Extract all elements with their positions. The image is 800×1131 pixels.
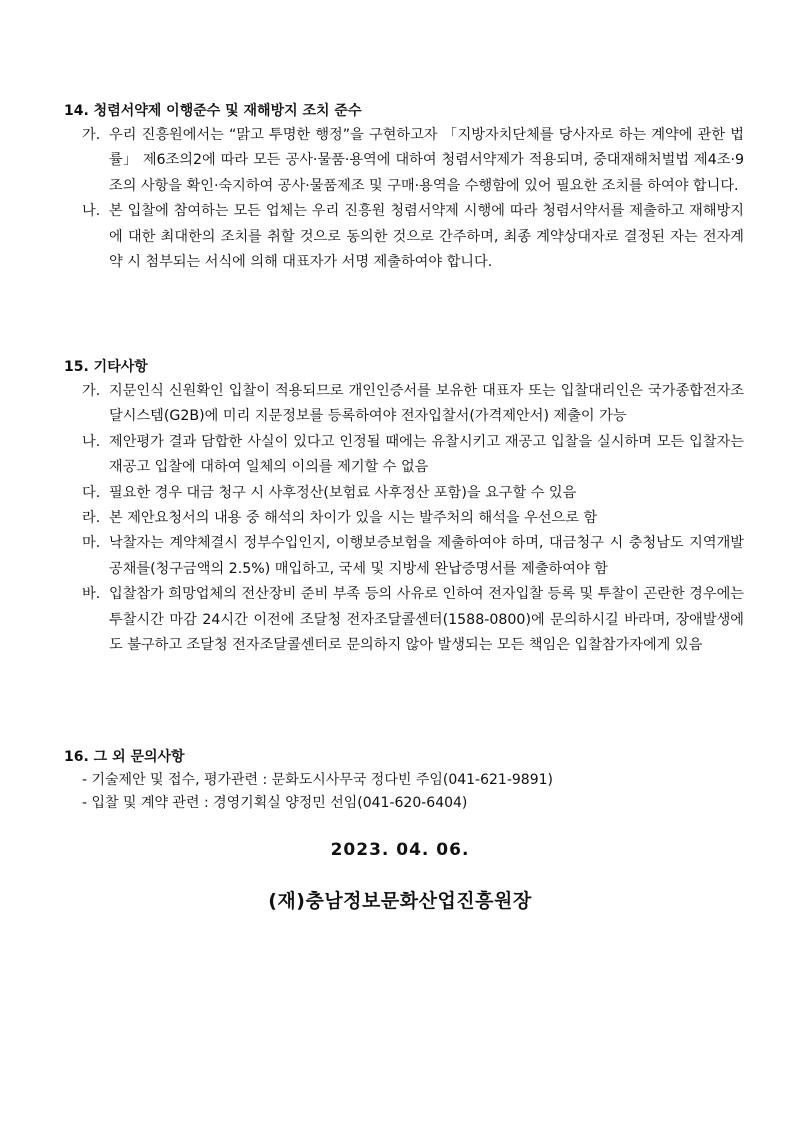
item-marker: 나. [82, 203, 101, 220]
section-14-item-na [64, 199, 744, 275]
section-15-item-na [64, 430, 744, 481]
section-16-heading: 16. 그 외 문의사항 [64, 749, 185, 765]
item-text: 본 제안요청서의 내용 중 해석의 차이가 있을 시는 발주처의 해석을 우선으로 함 [109, 510, 598, 527]
section-15 [64, 357, 744, 658]
section-15-heading: 15. 기타사항 [64, 359, 148, 375]
section-15-item-da [64, 481, 744, 506]
section-14-heading: 14. 청렴서약제 이행준수 및 재해방지 조치 준수 [64, 103, 362, 119]
item-text: 본 입찰에 참여하는 모든 업체는 우리 진흥원 청렴서약제 시행에 따라 청렴서약서를 제출하고 재해방지에 대한 최대한의 조치를 취할 것으로 동의한 것으로 간주하며, 최종 계약상대자로 결정된 자는 전자계약 시 첨부되는 서식에 의해 대표자가 서명 제출하여야 합니다. [109, 203, 744, 271]
item-text: 낙찰자는 계약체결시 정부수입인지, 이행보증보험을 제출하여야 하며, 대금청구 시 충청남도 지역개발공채를(청구금액의 2.5%) 매입하고, 국세 및 지방세 완납증명서를 제출하여야 함 [109, 535, 744, 577]
item-text: 제안평가 결과 담합한 사실이 있다고 인정될 때에는 유찰시키고 재공고 입찰을 실시하며 모든 입찰자는 재공고 입찰에 대하여 일체의 이의를 제기할 수 없음 [109, 433, 744, 476]
section-14 [64, 101, 744, 275]
item-text: 우리 진흥원에서는 “맑고 투명한 행정”을 구현하고자 「지방자치단체를 당사자로 하는 계약에 관한 법률」 제6조의2에 따라 모든 공사·물품·용역에 대하여 청렴서약제가 적용되며, 중대재해처벌법 제4조·9조의 사항을 확인·숙지하여 공사·물품제조 및 구매·용역을 수행함에 있어 필요한 조치를 하여야 합니다. [109, 127, 744, 194]
item-text: 필요한 경우 대금 청구 시 사후정산(보험료 사후정산 포함)을 요구할 수 있음 [109, 484, 577, 501]
section-15-item-ga [64, 379, 744, 430]
section-15-item-ma [64, 531, 744, 582]
section-15-item-ba [64, 582, 744, 658]
section-15-item-ra [64, 506, 744, 531]
item-text: 입찰참가 희망업체의 전산장비 준비 부족 등의 사유로 인하여 전자입찰 등록 및 투찰이 곤란한 경우에는 투찰시간 마감 24시간 이전에 조달청 전자조달콜센터(1588-0800)에 문의하시길 바라며, 장애발생에도 불구하고 조달청 전자조달콜센터로 문의하지 않아 발생되는 모든 책임은 입찰참가자에게 있음 [109, 586, 744, 654]
contact-technical: - 기술제안 및 접수, 평가관련 : 문화도시사무국 정다빈 주임(041-621-9891) [82, 772, 553, 788]
section-14-item-ga [64, 123, 744, 199]
item-marker: 다. [82, 484, 101, 501]
contact-contract: - 입찰 및 계약 관련 : 경영기획실 양정민 선임(041-620-6404) [82, 795, 468, 811]
item-marker: 바. [82, 586, 101, 603]
item-marker: 가. [82, 383, 101, 399]
issuing-organization: (재)충남정보문화산업진흥원장 [268, 890, 532, 912]
document-date: 2023. 04. 06. [330, 840, 470, 860]
item-marker: 나. [82, 433, 101, 450]
item-marker: 마. [82, 535, 101, 552]
item-marker: 라. [82, 510, 101, 527]
item-marker: 가. [82, 127, 101, 143]
section-16 [64, 747, 744, 815]
item-text: 지문인식 신원확인 입찰이 적용되므로 개인인증서를 보유한 대표자 또는 입찰대리인은 국가종합전자조달시스템(G2B)에 미리 지문정보를 등록하여야 전자입찰서(가격제안서) 제출이 가능 [109, 383, 744, 425]
